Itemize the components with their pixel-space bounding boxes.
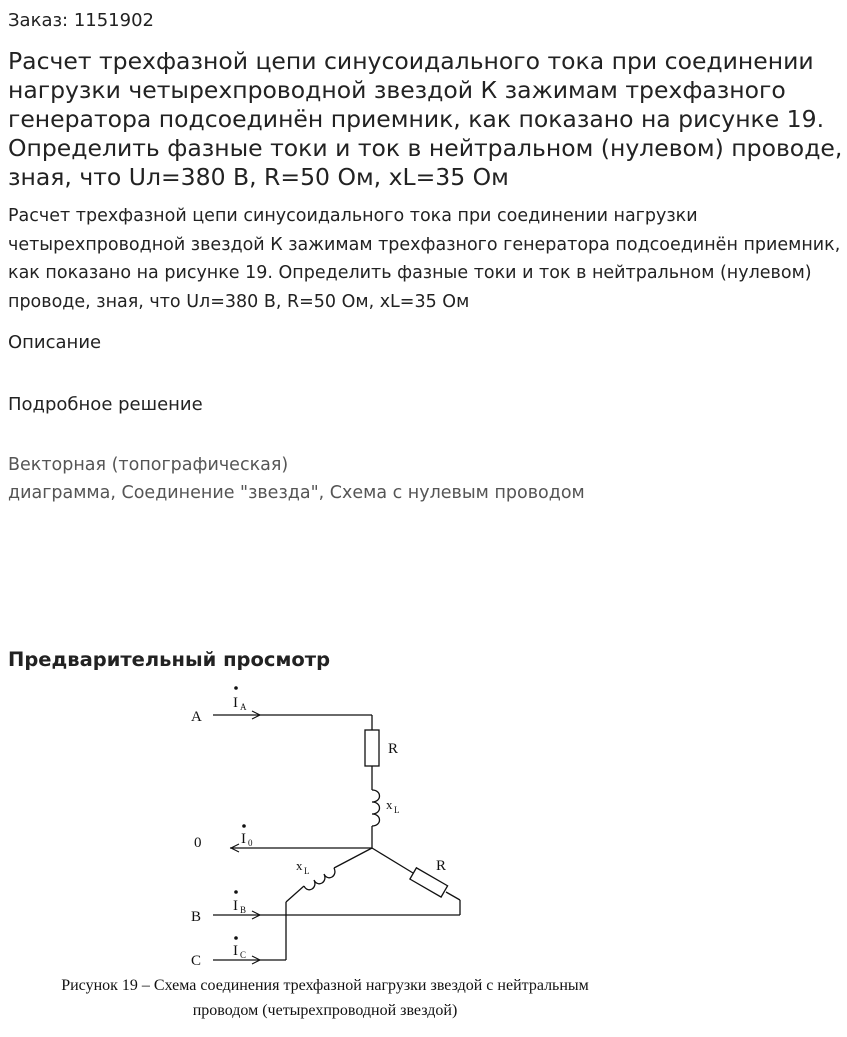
order-number: Заказ: 1151902 — [8, 10, 154, 31]
resistor-r-top — [365, 730, 379, 766]
label-xl-top-sub: L — [394, 805, 400, 815]
wire-right-r-out — [446, 892, 460, 900]
label-ic: I — [233, 943, 238, 959]
label-zero: 0 — [194, 835, 202, 851]
page-title: Расчет трехфазной цепи синусоидального тока при соединении нагрузки четырехпроводной звездой К зажимам трехфазного генератора подсоединён приемник, как показано на рисунке 19. Определить фазные токи и ток в нейтральном (нулевом) проводе, зная, что Uл=380 В, R=50 Ом, xL=35 Ом — [8, 47, 843, 191]
wire-node-to-left-coil — [334, 848, 372, 868]
dot-ic — [234, 936, 238, 940]
label-b: B — [191, 909, 202, 925]
dot-i0 — [242, 824, 246, 828]
label-xl-left-sub: L — [304, 866, 310, 876]
dot-ia — [234, 686, 238, 690]
tag-neutral-wire-scheme[interactable]: Схема с нулевым проводом — [329, 483, 585, 503]
label-c: C — [191, 953, 202, 969]
dot-ib — [234, 890, 238, 894]
tag-separator: , — [110, 483, 122, 503]
tag-list — [8, 451, 585, 507]
tag-vector-diagram-part1[interactable]: Векторная (топографическая) — [8, 455, 289, 475]
wire-left-coil-down — [286, 886, 304, 902]
inductor-xl-top — [372, 790, 380, 826]
label-a: A — [191, 709, 202, 725]
tag-vector-diagram-part2[interactable]: диаграмма — [8, 483, 111, 503]
tag-star-connection[interactable]: Соединение "звезда" — [121, 483, 319, 503]
label-ia-sub: A — [240, 702, 247, 712]
figure-caption-line1: Рисунок 19 – Схема соединения трехфазной нагрузки звездой с нейтральным — [61, 977, 589, 994]
wire-node-to-right-r — [372, 848, 413, 873]
circuit-diagram — [0, 680, 847, 980]
label-i0: I — [241, 831, 246, 847]
label-r-top: R — [388, 741, 399, 757]
section-solution-label: Подробное решение — [8, 394, 203, 415]
label-ic-sub: C — [240, 950, 247, 960]
figure-caption-line2: проводом (четырехпроводной звездой) — [192, 1002, 458, 1019]
tag-separator: , — [318, 483, 330, 503]
label-ia: I — [233, 695, 238, 711]
section-description-label: Описание — [8, 332, 102, 353]
label-xl-left: x — [296, 858, 303, 873]
preview-heading: Предварительный просмотр — [8, 648, 331, 671]
label-r-right: R — [436, 858, 447, 874]
label-ib: I — [233, 898, 238, 914]
label-xl-top: x — [386, 797, 393, 812]
label-ib-sub: B — [240, 905, 247, 915]
label-i0-sub: 0 — [248, 838, 253, 848]
task-description: Расчет трехфазной цепи синусоидального тока при соединении нагрузки четырехпроводной звездой К зажимам трехфазного генератора подсоединён приемник, как показано на рисунке 19. Определить фазные токи и ток в нейтральном (нулевом) проводе, зная, что Uл=380 В, R=50 Ом, xL=35 Ом — [8, 206, 841, 312]
